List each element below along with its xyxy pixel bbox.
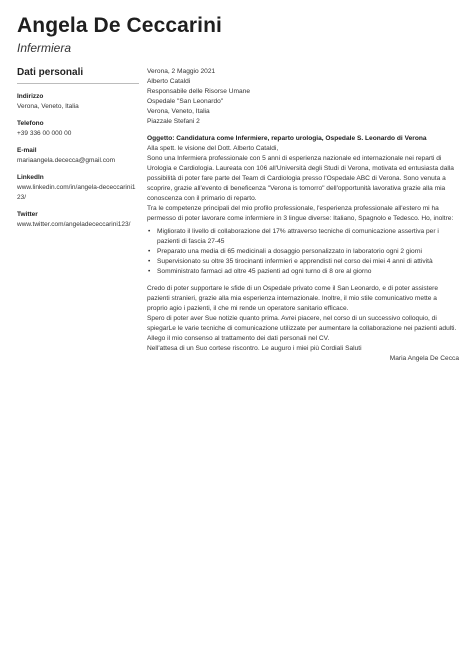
twitter-link[interactable]: www.twitter.com/angeladececcarini123/ <box>17 221 131 228</box>
bullet-icon: • <box>148 258 151 265</box>
linkedin-link[interactable]: www.linkedin.com/in/angela-dececcarini123/ <box>17 184 136 201</box>
sidebar-item-address <box>17 92 139 112</box>
recipient-line: Piazzale Stefani 2 <box>147 118 200 125</box>
sidebar-title: Dati personali <box>17 67 139 84</box>
recipient-line: Alberto Cataldi <box>147 78 191 85</box>
sidebar-item-email <box>17 146 139 166</box>
list-item-text: Preparato una media di 65 medicinali a dosaggio personalizzato in laboratorio ogni 2 giorni <box>157 248 423 255</box>
phone-value: +39 336 00 000 00 <box>17 130 72 137</box>
email-label: E-mail <box>17 147 37 154</box>
letter-closing: Nell'attesa di un Suo cortese riscontro. Le auguro i miei più Cordiali Saluti <box>147 345 362 352</box>
letter-paragraph: Spero di poter aver Sue notizie quanto prima. Avrei piacere, nel corso di un successivo colloquio, di spiegarLe le varie tecniche di comunicazione utilizzate per aumentare la collaborazione nei pazienti adulti. Allego il mio consenso al trattamento dei dati personali nel CV. <box>147 315 457 342</box>
bullet-icon: • <box>148 228 151 235</box>
list-item <box>147 257 459 267</box>
personal-data-sidebar <box>17 67 139 237</box>
list-item <box>147 227 459 247</box>
bullet-icon: • <box>148 268 151 275</box>
recipient-line: Ospedale "San Leonardo" <box>147 98 224 105</box>
letter-subject: Oggetto: Candidatura come Infermiere, reparto urologia, Ospedale S. Leonardo di Verona <box>147 135 427 142</box>
letter-paragraph: Credo di poter supportare le sfide di un Ospedale privato come il San Leonardo, e di poter assistere pazienti stranieri, grazie alla mia esperienza internazionale. Inoltre, il mio stile comunicativo mette a proprio agio i pazienti, il che mi rende un operatore sanitario efficace. <box>147 285 439 312</box>
linkedin-label: LinkedIn <box>17 174 44 181</box>
sidebar-item-linkedin <box>17 173 139 203</box>
bullet-icon: • <box>148 248 151 255</box>
recipient-line: Responsabile delle Risorse Umane <box>147 88 250 95</box>
twitter-label: Twitter <box>17 211 38 218</box>
address-label: Indirizzo <box>17 93 44 100</box>
letter-body <box>147 67 459 364</box>
recipient-line: Verona, Veneto, Italia <box>147 108 210 115</box>
sidebar-item-twitter <box>17 210 139 230</box>
applicant-role: Infermiera <box>17 41 72 55</box>
letter-signature: Maria Angela De Cecca <box>389 355 459 362</box>
letter-greeting: Alla spett. le visione del Dott. Alberto Cataldi, <box>147 145 279 152</box>
recipient-address <box>147 77 459 127</box>
list-item-text: Somministrato farmaci ad oltre 45 pazienti ad ogni turno di 8 ore al giorno <box>157 268 372 275</box>
list-item-text: Supervisionato su oltre 35 tirocinanti infermieri e apprendisti nel corso dei miei 4 anni di attività <box>157 258 433 265</box>
list-item <box>147 247 459 257</box>
letter-date: Verona, 2 Maggio 2021 <box>147 68 216 75</box>
sidebar-item-phone <box>17 119 139 139</box>
list-item <box>147 267 459 277</box>
email-value: mariaangela.dececca@gmail.com <box>17 157 116 164</box>
achievements-list <box>147 227 459 277</box>
address-value: Verona, Veneto, Italia <box>17 103 79 110</box>
letter-paragraph: Sono una Infermiera professionale con 5 anni di esperienza nazionale ed internazionale nei reparti di Urologia e Cardiologia. Laureata con 106 all'Università degli Studi di Verona, motivata ed entusiasta dalla possibilità di poter fare parte del Team di Cardiologia presso l'Ospedale ABC di Verona. Sono venuta a scoprire, grazie all'evento di beneficenza "Verona is tomorro" dell'opportunità lavorativa grazie alla mia conoscenza con il primario di reparto. <box>147 155 454 202</box>
letter-paragraph: Tra le competenze principali del mio profilo professionale, l'esperienza professionale all'estero mi ha permesso di poter lavorare come infermiere in 3 lingue diverse: Italiano, Spagnolo e Tedesco. Ho, inoltre: <box>147 205 454 222</box>
list-item-text: Migliorato il livello di collaborazione del 17% attraverso tecniche di comunicazione assertiva per i pazienti di fascia 27-45 <box>157 228 439 245</box>
phone-label: Telefono <box>17 120 44 127</box>
applicant-name: Angela De Ceccarini <box>17 14 222 37</box>
